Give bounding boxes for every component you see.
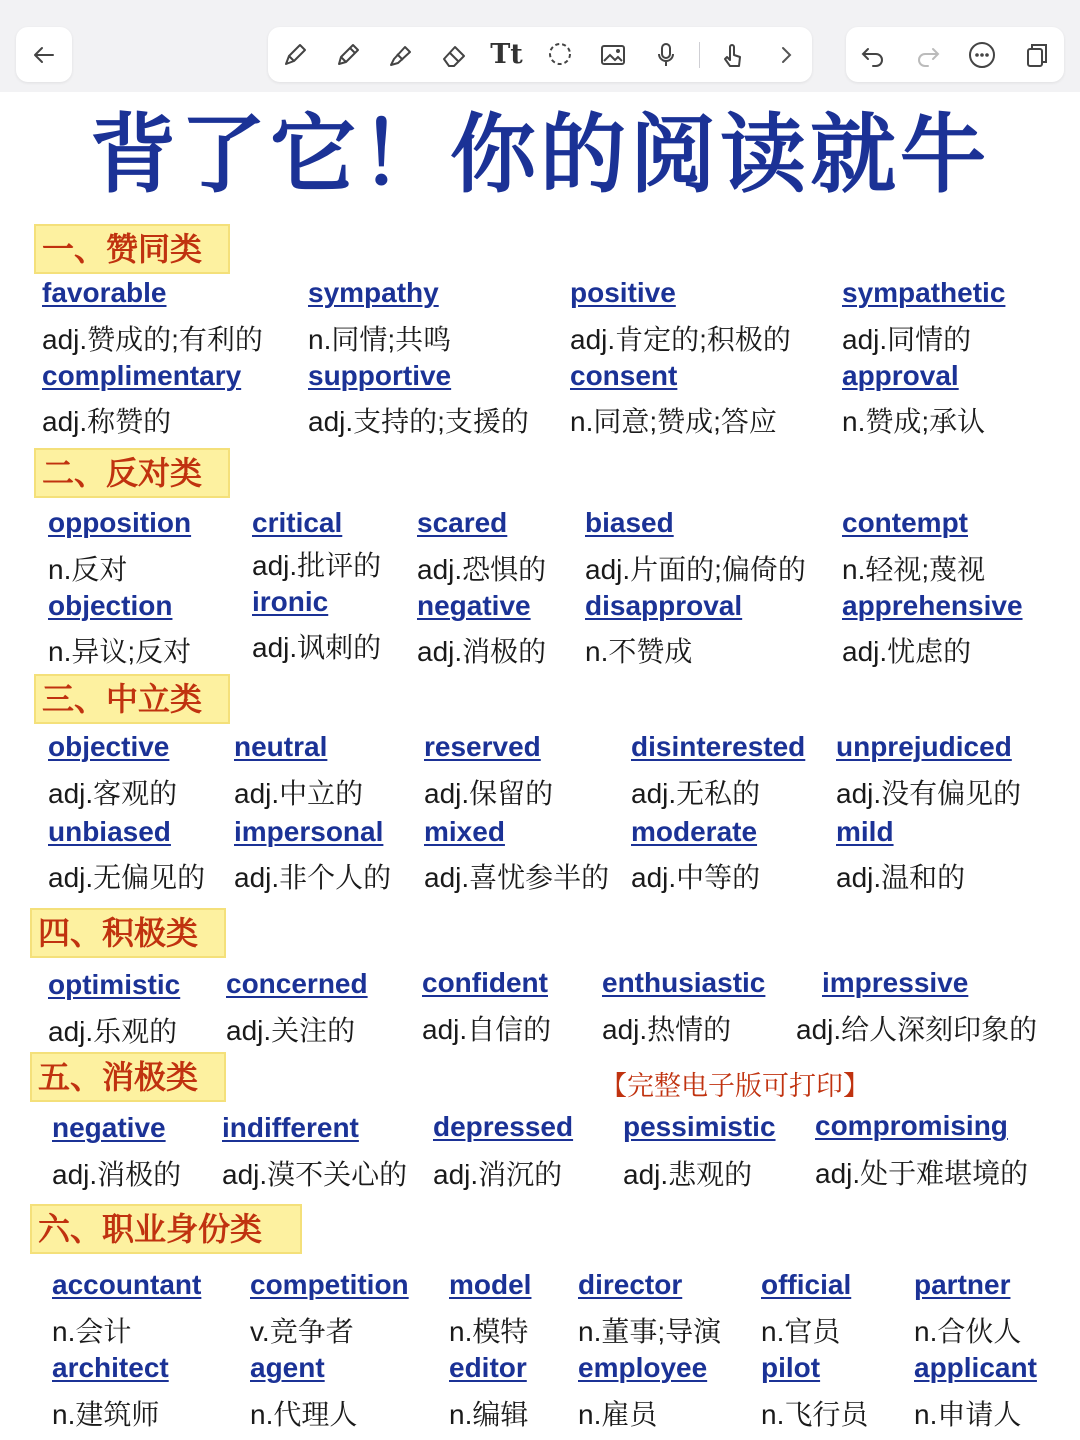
pages-icon[interactable] bbox=[1017, 35, 1057, 75]
back-arrow-icon[interactable] bbox=[24, 35, 64, 75]
vocab-meaning: adj.乐观的 bbox=[48, 1016, 178, 1047]
vocab-meaning: n.异议;反对 bbox=[48, 636, 192, 667]
vocab-word[interactable]: director bbox=[578, 1269, 683, 1300]
vocab-meaning: n.不赞成 bbox=[585, 636, 693, 667]
vocab-word[interactable]: critical bbox=[252, 507, 343, 538]
vocab-meaning: n.建筑师 bbox=[52, 1399, 160, 1430]
tools-pill bbox=[268, 27, 812, 82]
vocab-word[interactable]: confident bbox=[422, 967, 548, 998]
vocab-word[interactable]: architect bbox=[52, 1352, 169, 1383]
vocab-word[interactable]: complimentary bbox=[42, 360, 242, 391]
section-heading-profession: 六、职业身份类 bbox=[30, 1204, 302, 1254]
section-heading-negative: 五、消极类 bbox=[30, 1052, 226, 1102]
vocab-word[interactable]: official bbox=[761, 1269, 852, 1300]
chevron-right-icon[interactable] bbox=[766, 35, 806, 75]
microphone-icon[interactable] bbox=[646, 35, 686, 75]
vocab-meaning: adj.温和的 bbox=[836, 862, 966, 893]
vocab-meaning: n.反对 bbox=[48, 554, 128, 585]
vocab-meaning: adj.同情的 bbox=[842, 324, 972, 355]
vocab-meaning: adj.赞成的;有利的 bbox=[42, 324, 263, 355]
vocab-word[interactable]: unbiased bbox=[48, 816, 171, 847]
image-icon[interactable] bbox=[593, 35, 633, 75]
vocab-meaning: adj.肯定的;积极的 bbox=[570, 324, 791, 355]
vocab-word[interactable]: agent bbox=[250, 1352, 325, 1383]
back-pill bbox=[16, 27, 72, 82]
vocab-meaning: n.编辑 bbox=[449, 1399, 529, 1430]
vocab-word[interactable]: neutral bbox=[234, 731, 328, 762]
vocab-word[interactable]: sympathy bbox=[308, 277, 439, 308]
more-icon[interactable] bbox=[962, 35, 1002, 75]
vocab-word[interactable]: partner bbox=[914, 1269, 1011, 1300]
vocab-word[interactable]: mild bbox=[836, 816, 894, 847]
vocab-word[interactable]: pilot bbox=[761, 1352, 821, 1383]
highlighter-icon[interactable] bbox=[381, 35, 421, 75]
vocab-meaning: adj.恐惧的 bbox=[417, 554, 547, 585]
redo-icon[interactable] bbox=[908, 35, 948, 75]
vocab-word[interactable]: pessimistic bbox=[623, 1111, 776, 1142]
vocab-word[interactable]: negative bbox=[417, 590, 531, 621]
vocab-word[interactable]: positive bbox=[570, 277, 676, 308]
eraser-icon[interactable] bbox=[434, 35, 474, 75]
vocab-word[interactable]: disinterested bbox=[631, 731, 806, 762]
vocab-word[interactable]: applicant bbox=[914, 1352, 1037, 1383]
section-heading-agree: 一、赞同类 bbox=[34, 224, 230, 274]
vocab-word[interactable]: model bbox=[449, 1269, 532, 1300]
vocab-word[interactable]: enthusiastic bbox=[602, 967, 766, 998]
vocab-meaning: adj.消极的 bbox=[52, 1159, 182, 1190]
vocab-meaning: n.申请人 bbox=[914, 1399, 1022, 1430]
vocab-meaning: n.模特 bbox=[449, 1316, 529, 1347]
vocab-word[interactable]: apprehensive bbox=[842, 590, 1023, 621]
vocab-meaning: n.赞成;承认 bbox=[842, 406, 986, 437]
vocab-meaning: n.同意;赞成;答应 bbox=[570, 406, 777, 437]
vocab-meaning: v.竞争者 bbox=[250, 1316, 354, 1347]
vocab-meaning: n.飞行员 bbox=[761, 1399, 869, 1430]
vocab-meaning: n.会计 bbox=[52, 1316, 132, 1347]
vocab-word[interactable]: moderate bbox=[631, 816, 758, 847]
vocab-meaning: adj.漠不关心的 bbox=[222, 1159, 408, 1190]
vocab-meaning: n.合伙人 bbox=[914, 1316, 1022, 1347]
vocab-word[interactable]: competition bbox=[250, 1269, 409, 1300]
vocab-meaning: n.董事;导演 bbox=[578, 1316, 722, 1347]
vocab-word[interactable]: impersonal bbox=[234, 816, 384, 847]
vocab-meaning: adj.非个人的 bbox=[234, 862, 392, 893]
vocab-meaning: adj.喜忧参半的 bbox=[424, 862, 610, 893]
section-heading-neutral: 三、中立类 bbox=[34, 674, 230, 724]
vocab-word[interactable]: accountant bbox=[52, 1269, 202, 1300]
vocab-word[interactable]: contempt bbox=[842, 507, 968, 538]
vocab-meaning: adj.无偏见的 bbox=[48, 862, 206, 893]
vocab-word[interactable]: negative bbox=[52, 1112, 166, 1143]
vocab-meaning: n.代理人 bbox=[250, 1399, 358, 1430]
vocab-meaning: adj.中立的 bbox=[234, 778, 364, 809]
top-toolbar bbox=[0, 0, 1080, 92]
vocab-meaning: adj.关注的 bbox=[226, 1015, 356, 1046]
pen-icon[interactable] bbox=[275, 35, 315, 75]
vocab-meaning: adj.消极的 bbox=[417, 636, 547, 667]
vocab-meaning: adj.中等的 bbox=[631, 862, 761, 893]
pencil-icon[interactable] bbox=[328, 35, 368, 75]
text-icon-label: Tt bbox=[490, 39, 523, 70]
vocab-word[interactable]: scared bbox=[417, 507, 508, 538]
vocab-meaning: n.雇员 bbox=[578, 1399, 658, 1430]
vocab-meaning: adj.忧虑的 bbox=[842, 636, 972, 667]
lasso-icon[interactable] bbox=[540, 35, 580, 75]
vocab-meaning: n.同情;共鸣 bbox=[308, 324, 452, 355]
text-icon[interactable] bbox=[487, 35, 527, 75]
vocab-word[interactable]: ironic bbox=[252, 586, 329, 617]
toolbar-separator bbox=[699, 42, 700, 68]
vocab-word[interactable]: disapproval bbox=[585, 590, 743, 621]
vocab-meaning: adj.给人深刻印象的 bbox=[796, 1014, 1038, 1045]
vocab-meaning: adj.热情的 bbox=[602, 1014, 732, 1045]
vocab-word[interactable]: indifferent bbox=[222, 1112, 359, 1143]
vocab-meaning: adj.消沉的 bbox=[433, 1159, 563, 1190]
promo-text: 【完整电子版可打印】 bbox=[600, 1071, 870, 1102]
vocab-meaning: adj.保留的 bbox=[424, 778, 554, 809]
section-heading-oppose: 二、反对类 bbox=[34, 448, 230, 498]
actions-pill bbox=[846, 27, 1064, 82]
vocab-word[interactable]: biased bbox=[585, 507, 674, 538]
vocab-meaning: adj.悲观的 bbox=[623, 1159, 753, 1190]
vocab-meaning: adj.处于难堪境的 bbox=[815, 1158, 1029, 1189]
undo-icon[interactable] bbox=[853, 35, 893, 75]
vocab-word[interactable]: depressed bbox=[433, 1111, 574, 1142]
vocab-meaning: n.官员 bbox=[761, 1316, 841, 1347]
vocab-word[interactable]: compromising bbox=[815, 1110, 1008, 1141]
vocab-word[interactable]: impressive bbox=[822, 967, 969, 998]
vocab-word[interactable]: mixed bbox=[424, 816, 505, 847]
vocab-meaning: adj.片面的;偏倚的 bbox=[585, 554, 806, 585]
vocab-word[interactable]: sympathetic bbox=[842, 277, 1006, 308]
vocab-meaning: adj.自信的 bbox=[422, 1014, 552, 1045]
vocab-word[interactable]: editor bbox=[449, 1352, 527, 1383]
vocab-word[interactable]: employee bbox=[578, 1352, 708, 1383]
vocab-meaning: adj.讽刺的 bbox=[252, 632, 382, 663]
vocab-word[interactable]: consent bbox=[570, 360, 678, 391]
vocab-meaning: adj.称赞的 bbox=[42, 406, 172, 437]
vocab-word[interactable]: favorable bbox=[42, 277, 167, 308]
vocab-word[interactable]: concerned bbox=[226, 968, 368, 999]
vocab-meaning: adj.支持的;支援的 bbox=[308, 406, 529, 437]
vocab-meaning: adj.客观的 bbox=[48, 778, 178, 809]
vocab-meaning: adj.没有偏见的 bbox=[836, 778, 1022, 809]
touch-icon[interactable] bbox=[713, 35, 753, 75]
vocab-word[interactable]: optimistic bbox=[48, 969, 181, 1000]
vocab-word[interactable]: unprejudiced bbox=[836, 731, 1012, 762]
vocab-meaning: adj.批评的 bbox=[252, 550, 382, 581]
section-heading-positive: 四、积极类 bbox=[30, 908, 226, 958]
page-title: 背了它！你的阅读就牛 bbox=[90, 105, 990, 205]
vocab-word[interactable]: opposition bbox=[48, 507, 192, 538]
vocab-word[interactable]: approval bbox=[842, 360, 959, 391]
vocab-word[interactable]: objection bbox=[48, 590, 173, 621]
vocab-word[interactable]: supportive bbox=[308, 360, 452, 391]
vocab-meaning: adj.无私的 bbox=[631, 778, 761, 809]
vocab-word[interactable]: reserved bbox=[424, 731, 541, 762]
vocab-word[interactable]: objective bbox=[48, 731, 170, 762]
vocab-meaning: n.轻视;蔑视 bbox=[842, 554, 986, 585]
